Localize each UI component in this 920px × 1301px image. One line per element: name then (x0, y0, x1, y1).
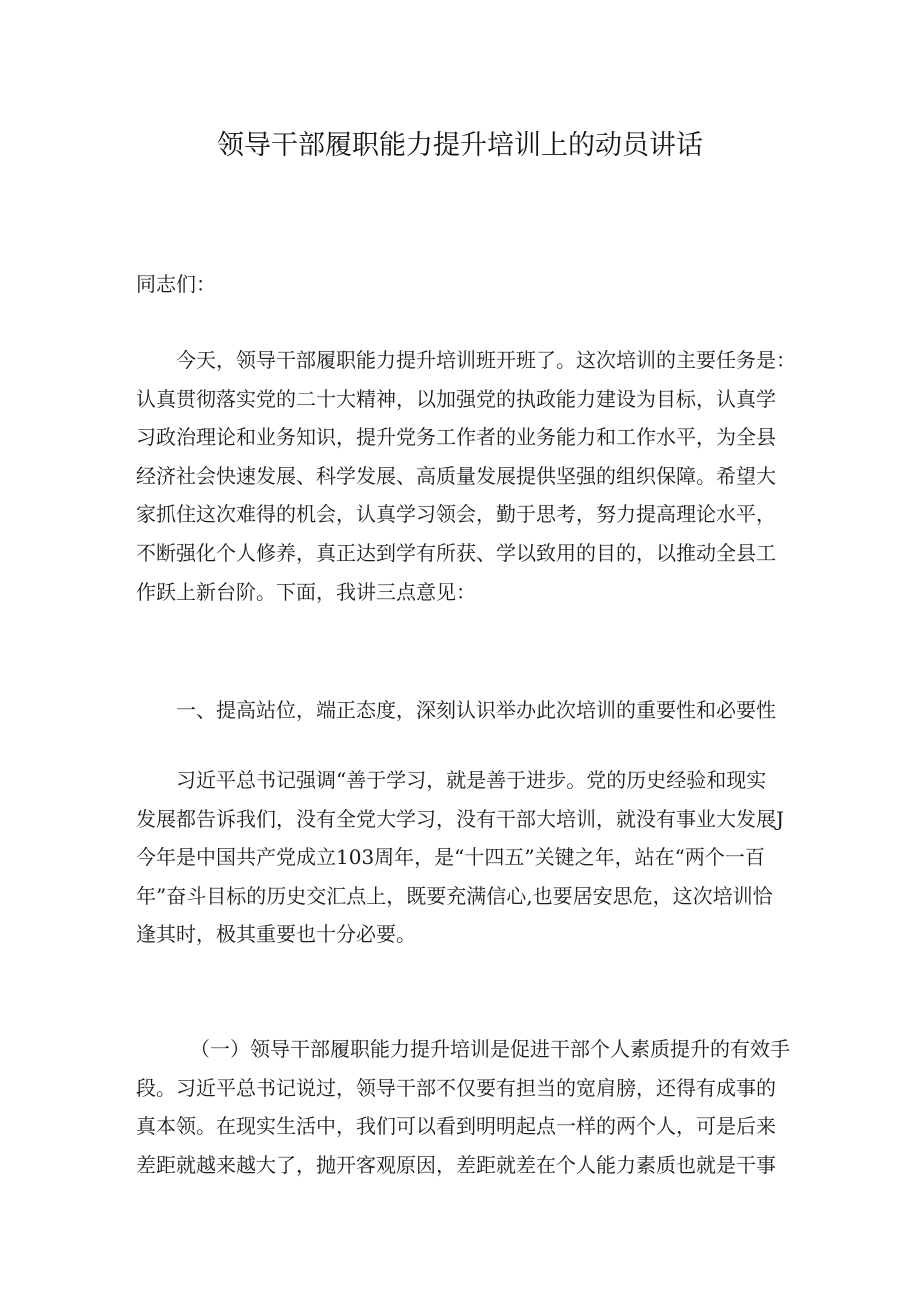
paragraph-intro (136, 341, 796, 611)
paragraph-line: 习政治理论和业务知识，提升党务工作者的业务能力和工作水平，为全县 (136, 425, 776, 450)
paragraph-line: 逢其时，极其重要也十分必要。 (136, 922, 416, 947)
paragraph-line: （一）领导干部履职能力提升培训是促进干部个人素质提升的有效手 (190, 1037, 790, 1061)
salutation: 同志们： (136, 272, 216, 296)
paragraph-line: 发展都告诉我们，没有全党大学习，没有干部大培训，就没有事业大发展J (136, 806, 785, 831)
section-heading-text: 一、提高站位，端正态度，深刻认识举办此次培训的重要性和必要性 (176, 698, 776, 722)
paragraph-line: 经济社会快速发展、科学发展、高质量发展提供坚强的组织保障。希望大 (136, 463, 776, 488)
paragraph-line: 段。习近平总书记说过，领导干部不仅要有担当的宽肩膀，还得有成事的 (136, 1075, 776, 1100)
paragraph-subsection-1 (136, 1030, 796, 1184)
paragraph-line: 差距就越来越大了，抛开客观原因，差距就差在个人能力素质也就是干事 (136, 1152, 776, 1177)
paragraph-line: 今天，领导干部履职能力提升培训班开班了。这次培训的主要任务是： (176, 348, 796, 372)
paragraph-line: 习近平总书记强调“善于学习，就是善于进步。党的历史经验和现实 (176, 768, 767, 792)
paragraph-line: 真本领。在现实生活中，我们可以看到明明起点一样的两个人，可是后来 (136, 1114, 776, 1139)
paragraph-line: 今年是中国共产党成立103周年，是“十四五”关键之年，站在“两个一百 (136, 845, 765, 870)
paragraph-line: 作跃上新台阶。下面，我讲三点意见： (136, 579, 476, 604)
paragraph-line: 认真贯彻落实党的二十大精神，以加强党的执政能力建设为目标，认真学 (136, 386, 776, 411)
paragraph-line: 年”奋斗目标的历史交汇点上，既要充满信心,也要居安思危，这次培训恰 (136, 883, 773, 908)
paragraph-line: 家抓住这次难得的机会，认真学习领会，勤于思考，努力提高理论水平， (136, 502, 776, 527)
paragraph-line: 不断强化个人修养，真正达到学有所获、学以致用的目的，以推动全县工 (136, 540, 776, 565)
paragraph-importance (136, 761, 796, 954)
section-heading-1 (136, 691, 796, 730)
document-title: 领导干部履职能力提升培训上的动员讲话 (217, 130, 703, 161)
